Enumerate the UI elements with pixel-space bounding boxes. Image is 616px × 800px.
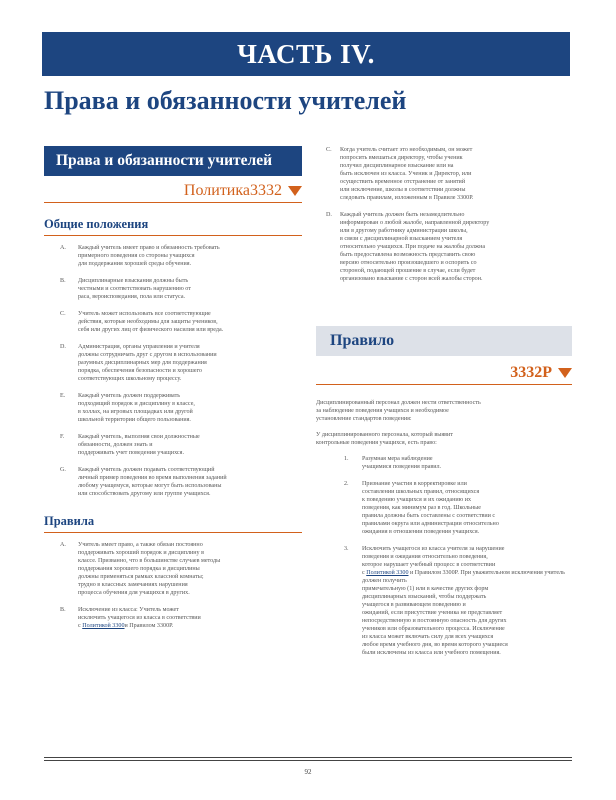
regulation-intro: Дисциплинированный персонал должен нести ответственность за наблюдение поведения учащихся и необходимое установление стандартов поведения:	[316, 400, 481, 422]
item-label: F.	[60, 434, 65, 440]
item-text-body: Исключить учащегося из класса учителя за нарушение поведения и ожидания относительно поведения, которое нарушает учебный процесс в соответствии	[362, 546, 505, 568]
triangle-down-icon	[558, 368, 572, 378]
list-item	[44, 277, 302, 301]
item-label: 3.	[344, 546, 349, 552]
item-label: E.	[60, 393, 66, 399]
policy-3300-link[interactable]: Политикой 3300	[366, 570, 409, 576]
page-number: 92	[304, 768, 312, 776]
item-label: D.	[60, 344, 66, 350]
left-column	[44, 146, 302, 639]
regulation-number: 3332P	[510, 364, 552, 381]
list-item	[44, 466, 302, 498]
list-item	[44, 343, 302, 383]
regulation-section	[316, 326, 572, 666]
item-label: A.	[60, 245, 66, 251]
rules-heading: Правила	[44, 514, 302, 533]
item-label: 1.	[344, 456, 349, 462]
item-text	[362, 545, 572, 657]
item-text: Каждый учитель должен поддерживать подходящий порядок и дисциплину в классе, в холлах, на игровых площадках или другой школьной территории общего пользования.	[78, 393, 195, 423]
continued-items-list	[326, 146, 572, 283]
list-item	[328, 480, 572, 536]
list-item	[44, 244, 302, 268]
list-item	[44, 433, 302, 457]
item-text	[78, 606, 302, 630]
item-label: C.	[326, 147, 332, 153]
list-item	[44, 541, 302, 597]
item-text: Признание участия в корректировке или составлении школьных правил, относящихся к поведению учащихся и их ожиданию их поведения, как минимум раз в год. Школьные правила должны быть составлены с соответствии с правилами округа или администрации относительно ожидания в отношении поведения учащихся.	[362, 481, 499, 535]
item-text: Учитель имеет право, а также обязан постоянно поддерживать хороший порядок и дисциплину в классе. Призванно, что в большинстве случаев методы поддержания хорошего порядка и дисциплины должны применяться рамках классной комнаты; трудно в классных замечаниях нарушения процесса обучения для учащихся в других.	[78, 542, 221, 596]
list-item	[328, 455, 572, 471]
regulation-items-list	[316, 455, 572, 657]
part-title: ЧАСТЬ IV.	[237, 38, 375, 69]
regulation-box-title	[316, 326, 572, 356]
item-label: 2.	[344, 481, 349, 487]
rules-items-list	[44, 541, 302, 630]
right-column	[326, 146, 572, 292]
section-box-title	[44, 146, 302, 176]
list-item	[44, 392, 302, 424]
list-item	[326, 211, 572, 283]
item-label: A.	[60, 542, 66, 548]
list-item	[328, 545, 572, 657]
footer-rule	[44, 757, 572, 758]
item-text-prefix: с	[362, 570, 367, 576]
policy-number-bar	[44, 180, 302, 203]
item-label: B.	[60, 278, 66, 284]
item-text: Каждый учитель должен быть незамедлительно информирован о любой жалобе, направленной директору или в другому работнику администрации школы, в связи с дисциплинарной взысканием учителя относительно учащихся. При подаче на жалобы должна быть предоставлена возможность представить свою версию относительно произошедшего и оспорить со стороной, подающей прошение в случае, если будет организовано взыскание с сторон всей жалобы сторон.	[340, 212, 490, 282]
item-text-suffix: и Правилом 3300P.	[124, 623, 174, 629]
regulation-intro-rights: У дисциплинированного персонала, который выявит контрольные поведения учащихся, есть право:	[316, 432, 453, 446]
item-text-prefix: с	[78, 623, 83, 629]
item-text: Каждый учитель должен подавать соответствующий личный пример поведения во время выполнения заданий любому учащемуся, которые могут быть использованы или способствовать другому или группе учащихся.	[78, 467, 227, 497]
footer-rule	[44, 760, 572, 761]
item-text: Администрация, органы управления и учителя должны сотрудничать друг с другом в использовании разумных дисциплинарных мер для поддержания порядка, обеспечения безопасности и хорошего соответствующих школьному процессу.	[78, 344, 217, 382]
list-item	[44, 310, 302, 334]
page-title: Права и обязанности учителей	[44, 86, 407, 115]
list-item	[326, 146, 572, 202]
regulation-box-title-text: Правило	[330, 332, 395, 349]
item-text: Дисциплинарные взыскания должны быть честными и соответствовать нарушению от раса, вероисповедания, пола или статуса.	[78, 278, 191, 300]
item-text-body: Исключение из класса: Учитель может исключить учащегося из класса в соответствии	[78, 607, 201, 621]
triangle-down-icon	[288, 186, 302, 196]
item-label: D.	[326, 212, 332, 218]
item-label: G.	[60, 467, 66, 473]
item-text: Каждый учитель, выполняя свои должностные обязанности, должен знать и поддерживать учет поведения учащихся.	[78, 434, 200, 456]
general-items-list	[44, 244, 302, 498]
item-label: C.	[60, 311, 66, 317]
list-item	[44, 606, 302, 630]
item-text: Каждый учитель имеет право и обязанность требовать примерного поведения со стороны учащихся для поддержания хорошей среды обучения.	[78, 245, 220, 267]
policy-3300-link[interactable]: Политикой 3300	[82, 623, 125, 629]
item-text: Учитель может использовать все соответствующие действия, которые необходимы для защиты учеников, себя или других лиц от физического насилия или вреда.	[78, 311, 224, 333]
policy-number: Политика3332	[183, 182, 282, 199]
general-provisions-heading: Общие положения	[44, 217, 302, 236]
item-label: B.	[60, 607, 66, 613]
section-box-title-text: Права и обязанности учителей	[56, 152, 273, 169]
item-text-rest: и Правилом 3300P. При уважительном исключения учитель должен получить примечательную (1) или в качестве других форм дисциплинарных взысканий, чтобы поддержать учащегося в развивающем поведению и ожиданий, если присутствие ученика не представляет непосредственную и постоянную опасность для других учеников или образовательного процесса. Исключение из класса может включать силу для всех учащихся любое время учебного дня, во время которого учащиеся были исключены из класса или учебного помещения.	[362, 570, 565, 656]
item-text: Разумная мера наблюдение учащимися поведения правил.	[362, 456, 442, 470]
regulation-number-bar	[316, 362, 572, 385]
part-banner	[42, 32, 570, 76]
item-text: Когда учитель считает это необходимым, он может попросить вмешаться директору, чтобы ученик получил дисциплинарное взыскание или на быть исключен из класса. Ученик и Директор, или осуществить временное отстранение от занятий или исключение, школы в соответствии должны следовать правилам, изложенным в Правиле 3300P.	[340, 147, 474, 201]
